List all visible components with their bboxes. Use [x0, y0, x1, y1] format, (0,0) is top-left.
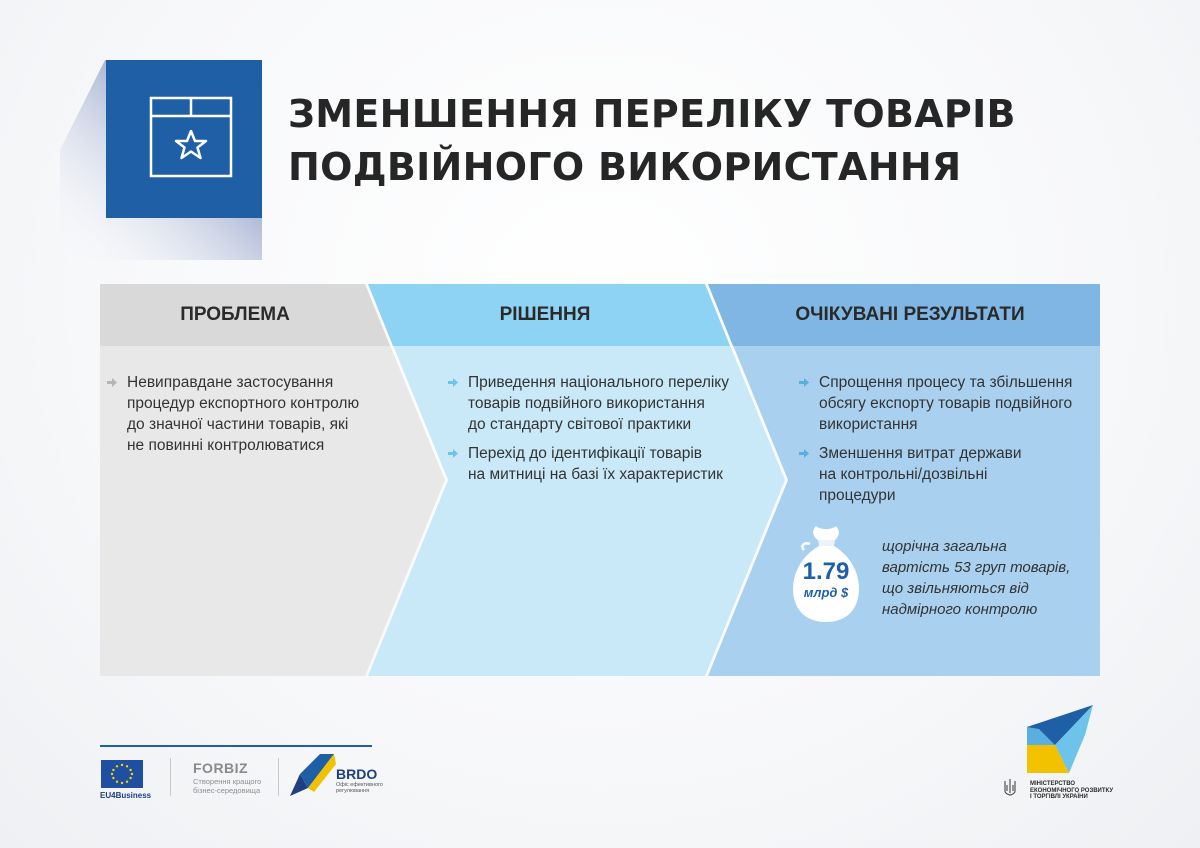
footer-separator [170, 758, 171, 796]
forbiz-logo-text: FORBIZ [193, 760, 249, 776]
header-logo-box [60, 60, 270, 260]
title-line-1: ЗМЕНШЕННЯ ПЕРЕЛІКУ ТОВАРІВ [288, 92, 1016, 136]
bullet-item [797, 372, 1097, 435]
money-note [882, 536, 1092, 620]
bullet-line: на контрольні/дозвільні [819, 466, 988, 483]
page-title [288, 88, 1168, 194]
arrow-right-icon [446, 372, 462, 393]
ministry-name-line: І ТОРГІВЛІ УКРАЇНИ [1030, 794, 1088, 800]
arrow-right-icon [797, 443, 813, 464]
bullet-line: процедур експортного контролю [127, 395, 360, 412]
brdo-subtitle-line: Офіс ефективного [336, 782, 383, 788]
results-bullets [797, 372, 1097, 514]
bullet-line: товарів подвійного використання [468, 395, 705, 412]
brdo-subtitle [336, 782, 386, 794]
arrow-right-icon [797, 372, 813, 393]
money-note-line: щорічна загальна [882, 538, 1007, 555]
brdo-subtitle-line: регулювання [336, 788, 370, 794]
money-note-line: надмірного контролю [882, 601, 1038, 618]
forbiz-subtitle [193, 777, 273, 795]
bullet-line: до стандарту світової практики [468, 416, 692, 433]
eu4business-label: EU4Business [100, 791, 152, 800]
ministry-logo-icon [1025, 705, 1095, 773]
bullet-line: Приведення національного переліку [468, 374, 730, 391]
money-unit: млрд $ [803, 585, 849, 600]
column-title-solution: РІШЕННЯ [499, 304, 591, 325]
solution-bullets [446, 372, 746, 493]
money-bag [790, 524, 880, 624]
column-title-problem: ПРОБЛЕМА [180, 304, 290, 325]
money-note-line: що звільняються від [882, 580, 1029, 597]
ministry-name-line: ЕКОНОМІЧНОГО РОЗВИТКУ [1030, 787, 1114, 794]
arrow-right-icon [105, 372, 121, 393]
header-box-graphic [60, 60, 270, 260]
bullet-line: Спрощення процесу та збільшення [819, 374, 1073, 391]
brdo-logo-icon [290, 752, 338, 796]
ministry-name [1030, 781, 1130, 801]
forbiz-subtitle-line: бізнес-середовища [193, 786, 261, 795]
column-title-results: ОЧІКУВАНІ РЕЗУЛЬТАТИ [795, 304, 1025, 325]
header-box-fill [106, 60, 262, 218]
bullet-line: Перехід до ідентифікації товарів [468, 445, 702, 462]
trident-icon [1004, 779, 1016, 797]
forbiz-subtitle-line: Створення кращого [193, 777, 262, 786]
bullet-item [797, 443, 1097, 506]
bullet-line: не повинні контролюватися [127, 437, 325, 454]
problem-bullets [105, 372, 395, 464]
money-note-line: вартість 53 груп товарів, [882, 559, 1071, 576]
brdo-logo-text: BRDO [336, 766, 378, 782]
footer-divider [100, 745, 372, 747]
title-line-2: ПОДВІЙНОГО ВИКОРИСТАННЯ [288, 145, 962, 189]
money-value: 1.79 [802, 558, 850, 585]
arrow-right-icon [446, 443, 462, 464]
bullet-line: до значної частини товарів, які [127, 416, 349, 433]
bullet-item [446, 372, 746, 435]
bullet-item [446, 443, 746, 485]
bullet-line: Зменшення витрат держави [819, 445, 1022, 462]
bullet-line: процедури [819, 487, 896, 504]
process-panels [100, 284, 1100, 676]
bullet-item [105, 372, 395, 456]
bullet-line: обсягу експорту товарів подвійного [819, 395, 1073, 412]
bullet-line: на митниці на базі їх характеристик [468, 466, 723, 483]
bullet-line: використання [819, 416, 918, 433]
bullet-line: Невиправдане застосування [127, 374, 334, 391]
eu-flag-icon [101, 760, 143, 788]
ministry-name-line: МІНІСТЕРСТВО [1030, 781, 1076, 787]
footer-separator [278, 758, 279, 796]
